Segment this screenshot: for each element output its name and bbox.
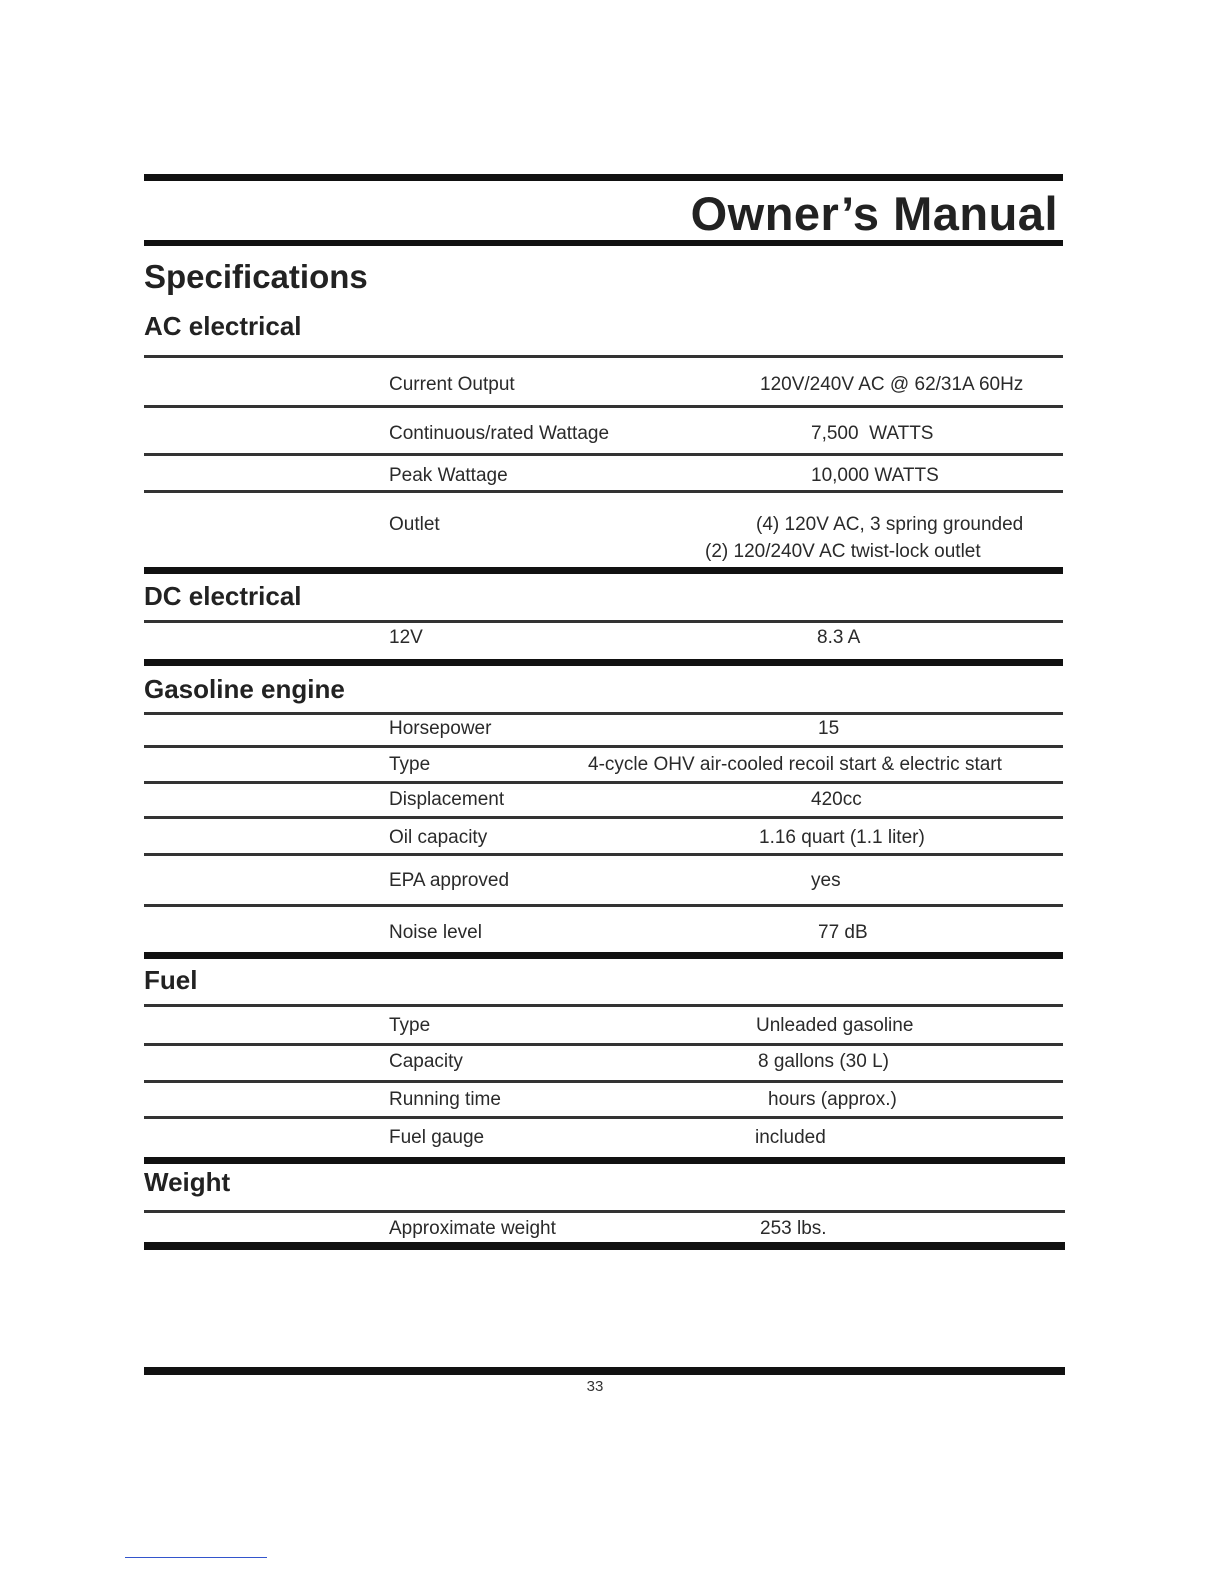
row-divider bbox=[144, 620, 1063, 623]
spec-value: 120V/240V AC @ 62/31A 60Hz bbox=[760, 374, 1024, 395]
spec-value: 4-cycle OHV air-cooled recoil start & electric start bbox=[588, 754, 1002, 775]
page-number: 33 bbox=[586, 1378, 604, 1395]
header-bottom-rule bbox=[144, 240, 1063, 246]
spec-label: Approximate weight bbox=[389, 1218, 556, 1239]
spec-value: 420cc bbox=[811, 789, 862, 810]
row-divider bbox=[144, 1116, 1063, 1119]
spec-label: Noise level bbox=[389, 922, 482, 943]
spec-value: 1.16 quart (1.1 liter) bbox=[759, 827, 925, 848]
spec-value: hours (approx.) bbox=[768, 1089, 897, 1110]
spec-label: EPA approved bbox=[389, 870, 510, 891]
spec-value: 253 lbs. bbox=[760, 1218, 827, 1239]
section-rule bbox=[144, 659, 1063, 666]
row-divider bbox=[144, 355, 1063, 358]
spec-label: Capacity bbox=[389, 1051, 463, 1072]
row-divider bbox=[144, 405, 1063, 408]
row-divider bbox=[144, 453, 1063, 456]
spec-value: 8 gallons (30 L) bbox=[758, 1051, 889, 1072]
row-divider bbox=[144, 853, 1063, 856]
header-top-rule bbox=[144, 174, 1063, 181]
spec-label: Fuel gauge bbox=[389, 1127, 485, 1148]
spec-value: 7,500 WATTS bbox=[811, 423, 934, 444]
spec-label: 12V bbox=[389, 627, 423, 648]
spec-label: Type bbox=[389, 754, 431, 775]
spec-value: yes bbox=[811, 870, 841, 891]
row-divider bbox=[144, 904, 1063, 907]
spec-label: Type bbox=[389, 1015, 431, 1036]
section-heading-ac: AC electrical bbox=[144, 311, 302, 341]
section-heading-engine: Gasoline engine bbox=[144, 674, 345, 704]
row-divider bbox=[144, 781, 1063, 784]
spec-label: Peak Wattage bbox=[389, 465, 508, 486]
row-divider bbox=[144, 1210, 1065, 1213]
row-divider bbox=[144, 1043, 1063, 1046]
spec-value: 8.3 A bbox=[817, 627, 861, 648]
spec-value-second-line: (2) 120/240V AC twist-lock outlet bbox=[705, 541, 981, 562]
spec-value: 77 dB bbox=[818, 922, 868, 943]
page-heading: Specifications bbox=[144, 258, 368, 295]
section-heading-weight: Weight bbox=[144, 1167, 231, 1197]
section-heading-fuel: Fuel bbox=[144, 965, 198, 995]
manual-title: Owner’s Manual bbox=[690, 187, 1058, 240]
row-divider bbox=[144, 712, 1063, 715]
spec-value: included bbox=[755, 1127, 826, 1148]
spec-label: Running time bbox=[389, 1089, 501, 1110]
section-rule bbox=[144, 567, 1063, 574]
spec-value: (4) 120V AC, 3 spring grounded bbox=[756, 514, 1024, 535]
spec-label: Oil capacity bbox=[389, 827, 488, 848]
spec-value: 15 bbox=[818, 718, 840, 739]
spec-label: Displacement bbox=[389, 789, 505, 810]
section-rule bbox=[144, 952, 1063, 959]
row-divider bbox=[144, 1004, 1063, 1007]
section-rule bbox=[144, 1157, 1065, 1164]
row-divider bbox=[144, 1080, 1063, 1083]
section-heading-dc: DC electrical bbox=[144, 581, 302, 611]
footer-rule bbox=[144, 1367, 1065, 1375]
spec-label: Continuous/rated Wattage bbox=[389, 423, 610, 444]
row-divider bbox=[144, 745, 1063, 748]
spec-label: Outlet bbox=[389, 514, 440, 535]
row-divider bbox=[144, 816, 1063, 819]
footer-link-underline bbox=[125, 1557, 267, 1558]
spec-value: Unleaded gasoline bbox=[756, 1015, 914, 1036]
spec-label: Current Output bbox=[389, 374, 515, 395]
spec-label: Horsepower bbox=[389, 718, 492, 739]
section-rule bbox=[144, 1242, 1065, 1250]
spec-value: 10,000 WATTS bbox=[811, 465, 939, 486]
row-divider bbox=[144, 490, 1063, 493]
